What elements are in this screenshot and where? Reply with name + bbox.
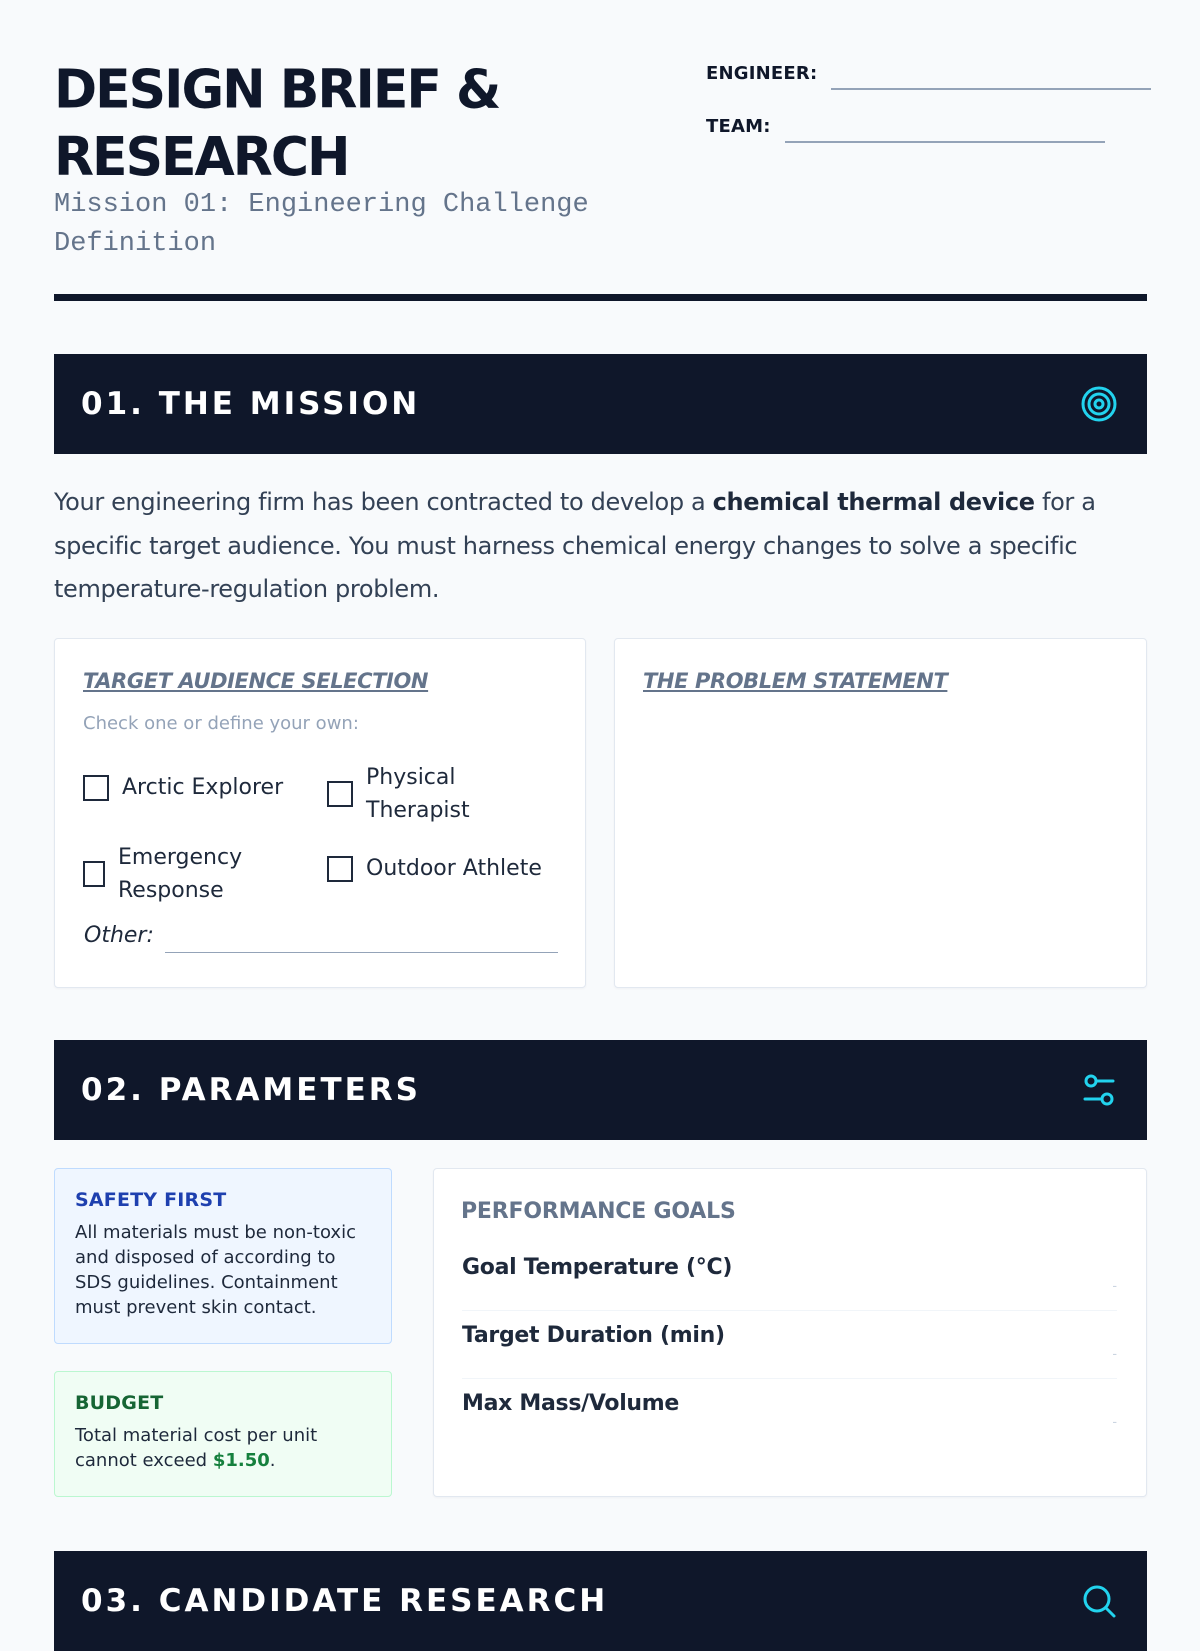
- checkbox[interactable]: [83, 775, 109, 801]
- performance-row-label: Goal Temperature (°C): [462, 1255, 733, 1280]
- page-header: [54, 58, 1147, 301]
- checkbox[interactable]: [327, 856, 353, 882]
- performance-row-value: -: [1112, 1277, 1117, 1293]
- page-title: [54, 57, 674, 192]
- checkbox[interactable]: [83, 861, 105, 887]
- audience-option-outdoor-athlete[interactable]: [327, 852, 542, 885]
- performance-row[interactable]: [462, 1243, 1117, 1311]
- header-divider: [54, 294, 1147, 301]
- section-header-mission: [54, 354, 1147, 454]
- target-audience-title: TARGET AUDIENCE SELECTION: [83, 669, 429, 693]
- page-title-line-1: DESIGN BRIEF &: [54, 59, 500, 121]
- performance-row-value: -: [1112, 1413, 1117, 1429]
- other-label: Other:: [84, 923, 154, 948]
- audience-option-label: Outdoor Athlete: [366, 856, 542, 881]
- budget-text-start: Total material cost per unit cannot exceed: [75, 1425, 318, 1471]
- audience-option-physical-therapist[interactable]: [327, 761, 507, 827]
- budget-callout: [54, 1371, 392, 1497]
- audience-option-emergency-response[interactable]: [83, 841, 278, 907]
- section-title-parameters: 02. PARAMETERS: [81, 1072, 421, 1108]
- performance-goals-card: [433, 1168, 1147, 1497]
- performance-row-value: -: [1112, 1345, 1117, 1361]
- other-input-line[interactable]: [165, 952, 558, 953]
- performance-row-label: Target Duration (min): [462, 1323, 725, 1348]
- performance-row-label: Max Mass/Volume: [462, 1391, 680, 1416]
- safety-callout: [54, 1168, 392, 1344]
- sliders-icon: [1079, 1070, 1119, 1110]
- checkbox[interactable]: [327, 781, 353, 807]
- target-audience-hint: Check one or define your own:: [83, 713, 359, 734]
- audience-option-label: Emergency Response: [118, 845, 243, 903]
- engineer-field: [706, 63, 1151, 84]
- budget-text-end: .: [269, 1450, 276, 1471]
- audience-option-arctic-explorer[interactable]: [83, 771, 283, 804]
- target-audience-card: [54, 638, 586, 988]
- engineer-label: ENGINEER:: [706, 63, 818, 84]
- safety-title: SAFETY FIRST: [75, 1189, 227, 1211]
- search-icon: [1079, 1581, 1119, 1621]
- section-header-research: [54, 1551, 1147, 1651]
- team-input-line[interactable]: [785, 141, 1105, 143]
- audience-option-label: Physical Therapist: [366, 765, 470, 823]
- mission-text-end: for a specific target audience. You must harness chemical energy changes to solve a specific temperature-regulation problem.: [54, 488, 1096, 603]
- performance-goals-title: PERFORMANCE GOALS: [461, 1199, 736, 1224]
- performance-row[interactable]: [462, 1311, 1117, 1379]
- mission-text-emphasis: chemical thermal device: [712, 488, 1035, 516]
- budget-amount: $1.50: [212, 1450, 270, 1471]
- performance-row[interactable]: [462, 1379, 1117, 1447]
- target-icon: [1079, 384, 1119, 424]
- page-subtitle: Mission 01: Engineering Challenge Definition: [54, 190, 589, 259]
- budget-text: [75, 1423, 371, 1473]
- problem-statement-card[interactable]: [614, 638, 1147, 988]
- section-header-parameters: [54, 1040, 1147, 1140]
- mission-text-start: Your engineering firm has been contracted to develop a: [54, 488, 713, 516]
- team-field: [706, 116, 1105, 137]
- budget-title: BUDGET: [75, 1392, 164, 1414]
- mission-description: [54, 481, 1149, 612]
- safety-text: All materials must be non-toxic and disposed of according to SDS guidelines. Containment must prevent skin contact.: [75, 1222, 356, 1318]
- section-title-research: 03. CANDIDATE RESEARCH: [81, 1583, 609, 1619]
- problem-statement-title: THE PROBLEM STATEMENT: [643, 669, 948, 693]
- audience-option-label: Arctic Explorer: [122, 775, 284, 800]
- engineer-input-line[interactable]: [831, 88, 1151, 90]
- page-title-line-2: RESEARCH: [54, 127, 349, 189]
- section-title-mission: 01. THE MISSION: [81, 386, 421, 422]
- team-label: TEAM:: [706, 116, 771, 137]
